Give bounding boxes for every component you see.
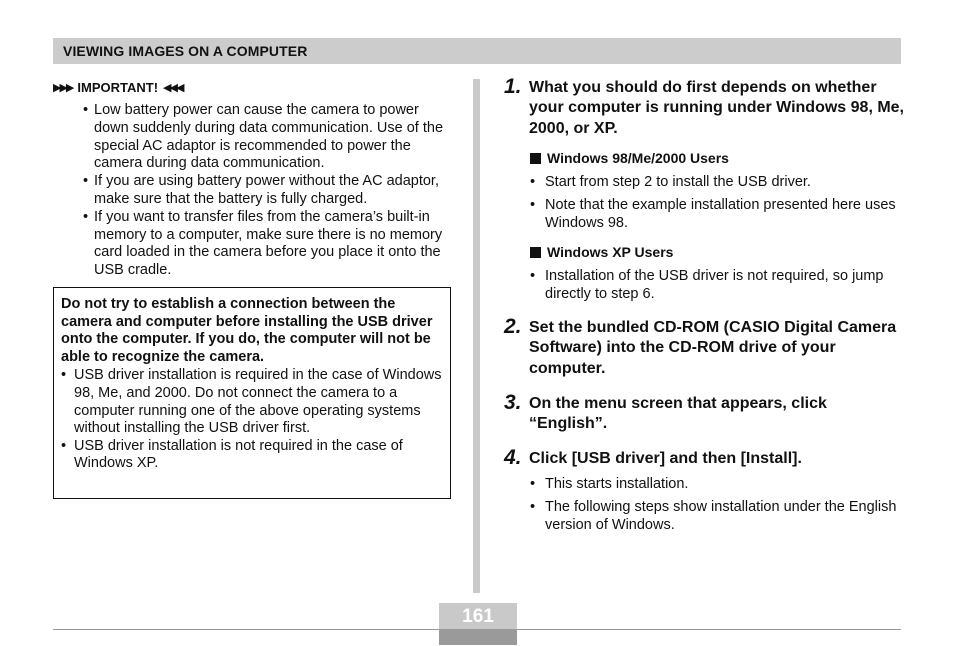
important-heading	[53, 78, 453, 96]
section-header	[53, 38, 901, 64]
step-number: 1.	[504, 75, 522, 98]
step-2	[504, 315, 904, 379]
step-3	[504, 391, 904, 435]
column-divider	[473, 79, 480, 593]
step-1	[504, 75, 904, 139]
important-marks-right-icon: ◀◀◀	[163, 81, 183, 94]
important-list	[53, 102, 453, 280]
section-title: VIEWING IMAGES ON A COMPUTER	[63, 43, 308, 59]
subheading-win98	[530, 149, 729, 167]
step-number: 4.	[504, 446, 522, 469]
step-4	[504, 446, 904, 469]
list-item: • If you want to transfer files from the camera’s built-in memory to a computer, make sure there is no memory card loaded in the camera before you place it onto the USB cradle.	[53, 209, 453, 280]
important-marks-left-icon: ▶▶▶	[53, 81, 73, 94]
step-text: Set the bundled CD-ROM (CASIO Digital Camera Software) into the CD-ROM drive of your computer.	[529, 319, 897, 377]
list-item: • Note that the example installation presented here uses Windows 98.	[504, 196, 904, 232]
left-column	[53, 78, 453, 280]
step-text: On the menu screen that appears, click “English”.	[529, 395, 827, 433]
list-item: • Installation of the USB driver is not required, so jump directly to step 6.	[504, 267, 904, 303]
page-number: 161	[462, 606, 494, 627]
subheading-label: Windows 98/Me/2000 Users	[547, 150, 729, 166]
step-number: 3.	[504, 391, 522, 414]
list-item: • USB driver installation is not required in the case of Windows XP.	[61, 438, 444, 473]
important-label: IMPORTANT!	[77, 79, 159, 95]
list-item: • This starts installation.	[504, 475, 904, 493]
square-bullet-icon	[530, 247, 541, 258]
step-4-list	[504, 475, 904, 539]
step-text: What you should do first depends on whether your computer is running under Windows 98, Me, 2000, or XP.	[529, 79, 904, 137]
subheading-label: Windows XP Users	[547, 244, 674, 260]
list-item: • If you are using battery power without the AC adaptor, make sure that the battery is fully charged.	[53, 173, 453, 209]
page-number-strip	[439, 629, 517, 645]
page-number-badge	[439, 603, 517, 645]
square-bullet-icon	[530, 153, 541, 164]
warning-list	[61, 367, 444, 473]
warning-heading: Do not try to establish a connection between the camera and computer before installing the USB driver onto the computer. If you do, the computer will not be able to recognize the camera.	[61, 296, 433, 365]
list-item: • Low battery power can cause the camera to power down suddenly during data communication. Use of the special AC adaptor is recommended to power the camera during data communication.	[53, 102, 453, 173]
subheading-winxp	[530, 243, 673, 261]
list-item: • USB driver installation is required in the case of Windows 98, Me, and 2000. Do not connect the camera to a computer running one of the above operating systems without installing the USB driver first.	[61, 367, 444, 437]
warning-box	[53, 287, 451, 499]
winxp-list	[504, 267, 904, 308]
step-number: 2.	[504, 315, 522, 338]
list-item: • Start from step 2 to install the USB driver.	[504, 173, 904, 191]
win98-list	[504, 173, 904, 237]
step-text: Click [USB driver] and then [Install].	[529, 450, 802, 467]
list-item: • The following steps show installation under the English version of Windows.	[504, 498, 904, 534]
